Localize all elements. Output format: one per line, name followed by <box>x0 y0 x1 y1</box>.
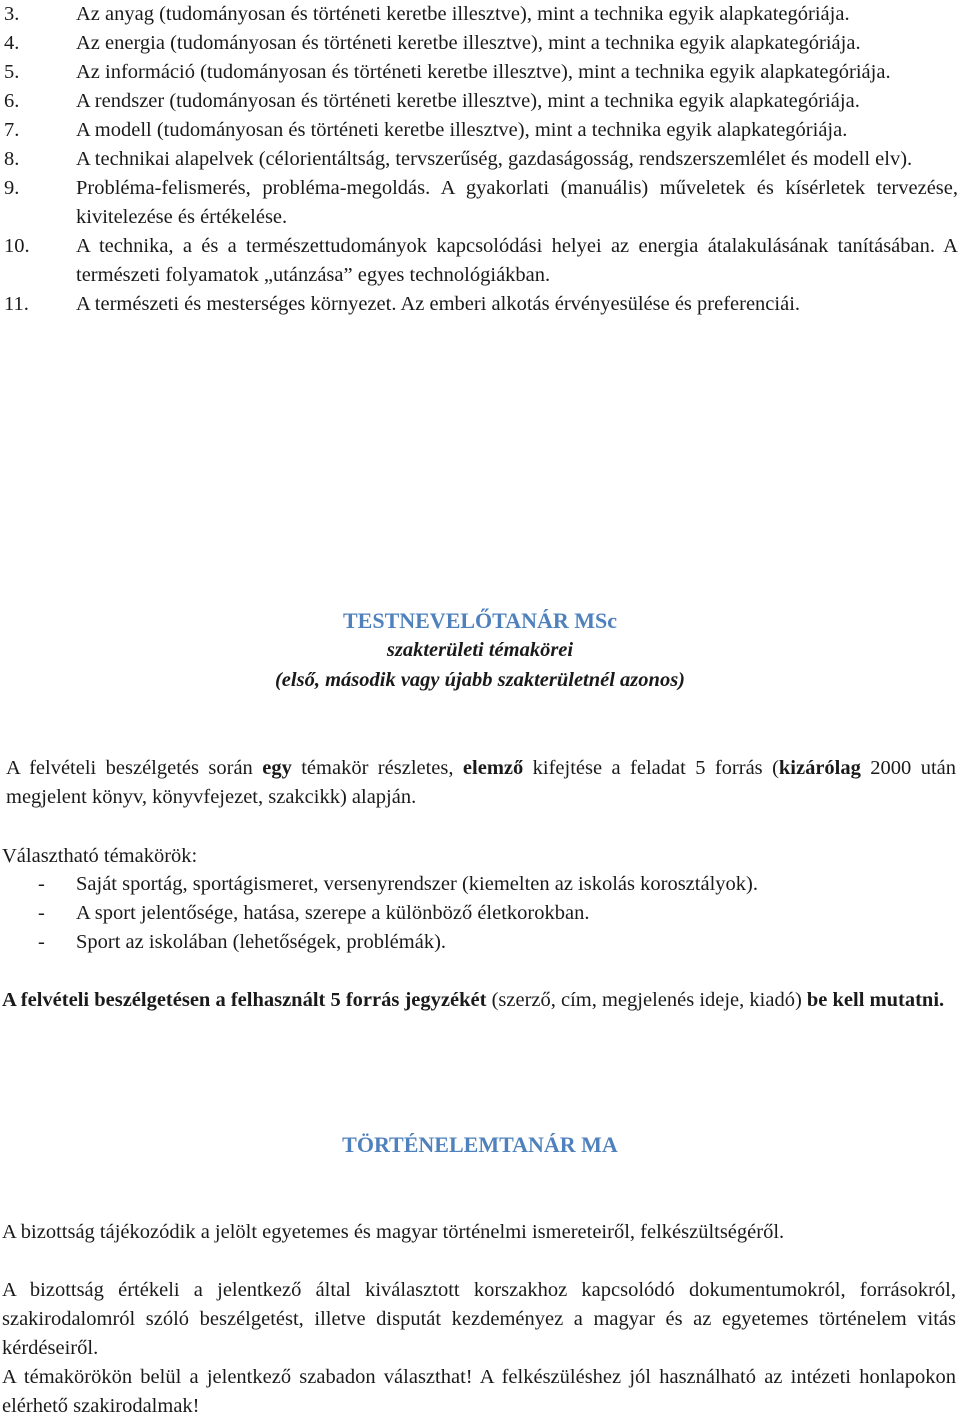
intro-paragraph <box>6 754 956 812</box>
list-item-number: 7. <box>4 119 20 141</box>
history-paragraph-2: A bizottság értékeli a jelentkező által kiválasztott korszakhoz kapcsolódó dokumentumokról, forrásokról, szakirodalomról szóló beszélgetést, illetve disputát kezdeményez a magyar és az egyetemes történelem vitás kérdéseiről. <box>2 1279 956 1359</box>
intro-bold-text: egy <box>262 757 292 779</box>
intro-text: témakör részletes, <box>291 757 463 779</box>
list-bullet: - <box>38 931 45 953</box>
list-item <box>38 928 956 957</box>
section-title-testnevelo: TESTNEVELŐTANÁR MSc <box>342 608 618 633</box>
list-item <box>0 58 958 87</box>
list-item <box>38 870 956 899</box>
list-item <box>0 232 958 290</box>
list-item <box>0 174 958 232</box>
list-item-number: 6. <box>4 90 20 112</box>
list-item-text: A természeti és mesterséges környezet. Az emberi alkotás érvényesülése és preferenciái. <box>76 293 801 315</box>
list-item-number: 5. <box>4 61 20 83</box>
topics-label: Választható témakörök: <box>2 845 198 867</box>
list-item-number: 10. <box>4 235 30 257</box>
closing-bold-text: A felvételi beszélgetésen a felhasznált 5 forrás jegyzékét <box>2 989 487 1011</box>
topics-list <box>38 870 956 957</box>
list-item-text: A technika, a és a természettudományok kapcsolódási helyei az energia átalakulásának tanításában. A természeti folyamatok „utánzása” egyes technológiákban. <box>76 235 958 286</box>
section-subtitle: szakterületi témakörei <box>386 639 574 661</box>
list-bullet: - <box>38 902 45 924</box>
list-item <box>0 29 958 58</box>
list-item-text: A sport jelentősége, hatása, szerepe a különböző életkorokban. <box>76 902 590 924</box>
list-item-text: Az információ (tudományosan és történeti keretbe illesztve), mint a technika egyik alapkategóriája. <box>76 61 891 83</box>
list-item <box>0 145 958 174</box>
topic-numbered-list <box>0 0 958 319</box>
list-item-number: 8. <box>4 148 20 170</box>
history-paragraph-3: A témakörökön belül a jelentkező szabadon választhat! A felkészüléshez jól használható az intézeti honlapokon elérhető szakirodalmak! <box>2 1366 956 1417</box>
list-item-text: Az anyag (tudományosan és történeti keretbe illesztve), mint a technika egyik alapkategóriája. <box>76 3 850 25</box>
intro-bold-text: kizárólag <box>778 757 861 779</box>
history-paragraph-1: A bizottság tájékozódik a jelölt egyetemes és magyar történelmi ismereteiről, felkészültségéről. <box>2 1221 785 1243</box>
list-item-number: 9. <box>4 177 20 199</box>
list-item <box>0 116 958 145</box>
list-item-text: A technikai alapelvek (célorientáltság, tervszerűség, gazdaságosság, rendszerszemlélet és modell elv). <box>76 148 913 170</box>
closing-paragraph <box>2 986 956 1015</box>
list-item-text: Az energia (tudományosan és történeti keretbe illesztve), mint a technika egyik alapkategóriája. <box>76 32 861 54</box>
list-item-number: 4. <box>4 32 20 54</box>
list-item-number: 11. <box>4 293 29 315</box>
list-item-text: A modell (tudományosan és történeti keretbe illesztve), mint a technika egyik alapkategóriája. <box>76 119 848 141</box>
closing-bold-text: be kell mutatni. <box>806 989 945 1011</box>
intro-text: A felvételi beszélgetés során <box>6 757 263 779</box>
list-bullet: - <box>38 873 45 895</box>
closing-text: (szerző, cím, megjelenés ideje, kiadó) <box>486 989 807 1011</box>
intro-text: 2000 után megjelent könyv, könyvfejezet, szakcikk) alapján. <box>6 757 957 808</box>
intro-bold-text: elemző <box>462 757 524 779</box>
list-item <box>38 899 956 928</box>
list-item-text: Sport az iskolában (lehetőségek, problémák). <box>76 931 447 953</box>
section-title-tortenelem: TÖRTÉNELEMTANÁR MA <box>342 1132 618 1157</box>
intro-text: kifejtése a feladat 5 forrás ( <box>523 757 779 779</box>
list-item-text: Saját sportág, sportágismeret, versenyrendszer (kiemelten az iskolás korosztályok). <box>76 873 758 895</box>
list-item-text: Probléma-felismerés, probléma-megoldás. A gyakorlati (manuális) műveletek és kísérletek tervezése, kivitelezése és értékelése. <box>76 177 958 228</box>
list-item-number: 3. <box>4 3 20 25</box>
list-item <box>0 87 958 116</box>
list-item-text: A rendszer (tudományosan és történeti keretbe illesztve), mint a technika egyik alapkategóriája. <box>76 90 860 112</box>
list-item <box>0 290 958 319</box>
list-item <box>0 0 958 29</box>
section-subtitle-note: (első, második vagy újabb szakterületnél azonos) <box>274 669 685 691</box>
